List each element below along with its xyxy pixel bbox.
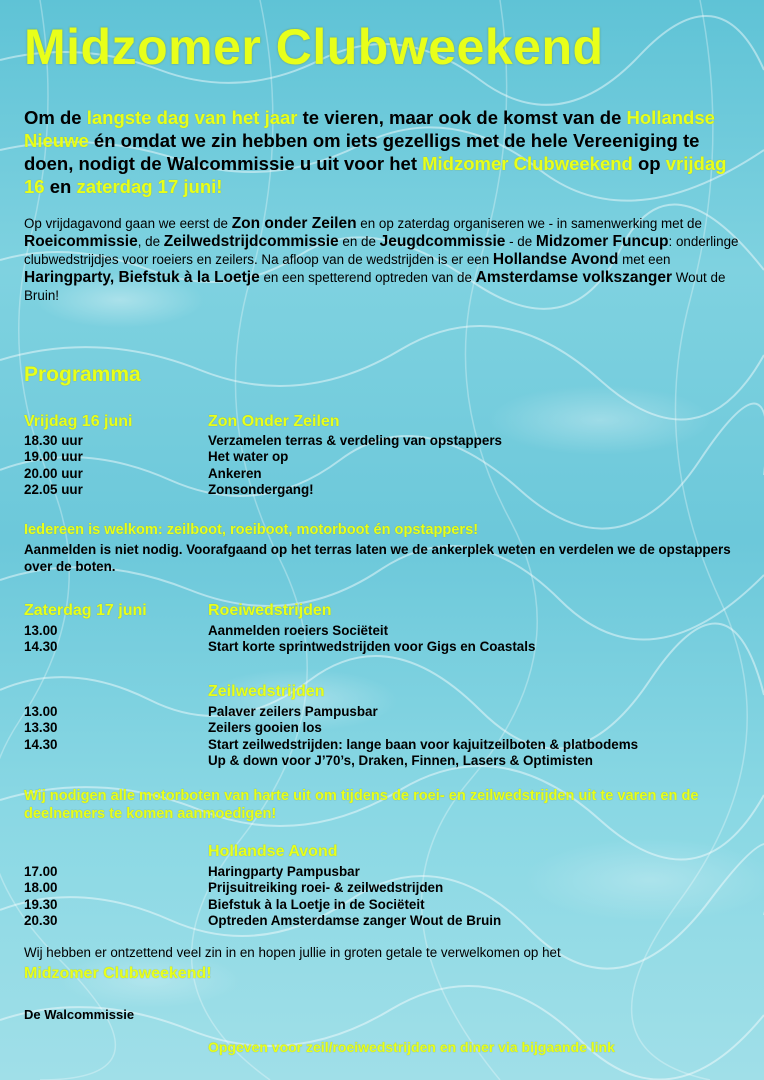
schedule-desc: Zonsondergang! xyxy=(208,481,314,497)
schedule-time: 13.00 xyxy=(24,704,58,719)
schedule-row xyxy=(24,913,744,929)
schedule-time: 20.30 xyxy=(24,912,58,928)
friday-schedule xyxy=(24,433,744,498)
paragraph-emphasis: Midzomer Funcup xyxy=(535,233,669,250)
paragraph-text: , de xyxy=(137,234,164,249)
avond-title: Hollandse Avond xyxy=(208,843,338,860)
schedule-row xyxy=(24,623,744,639)
schedule-time: 14.30 xyxy=(24,736,58,752)
schedule-time: 18.00 xyxy=(24,880,58,896)
paragraph-text: en op zaterdag organiseren we - in samenwerking met de xyxy=(356,216,702,231)
signature: De Walcommissie xyxy=(24,1007,135,1022)
intro-text: te vieren, maar ook de komst van de xyxy=(297,107,627,128)
paragraph-emphasis: Roeicommissie xyxy=(24,233,138,250)
schedule-desc: Verzamelen terras & verdeling van opstappers xyxy=(208,433,502,448)
paragraph-text: en de xyxy=(338,234,380,249)
intro-highlight: langste dag van het jaar xyxy=(86,107,298,128)
schedule-row xyxy=(24,433,744,449)
paragraph-text: Op vrijdagavond gaan we eerst de xyxy=(24,216,232,231)
schedule-row xyxy=(24,864,744,880)
intro-text: én omdat we zin hebben om iets gezelligs met de hele Vereeniging te doen, nodigt de Walcommissie u uit voor het xyxy=(24,130,700,174)
closing-text: Wij hebben er ontzettend veel zin in en hopen jullie in groten getale te verwelkomen op het xyxy=(24,945,561,960)
intro-paragraph xyxy=(24,106,744,198)
intro-highlight: Midzomer Clubweekend xyxy=(422,153,633,174)
intro-text: op xyxy=(632,153,666,174)
paragraph-emphasis: Haringparty, Biefstuk à la Loetje xyxy=(24,269,260,286)
signup-link[interactable]: Opgeven voor zeil/roeiwedstrijden en diner via bijgaande link xyxy=(208,1039,615,1055)
schedule-time: 22.05 uur xyxy=(24,481,83,497)
schedule-row xyxy=(24,897,744,913)
roei-title: Roeiwedstrijden xyxy=(208,602,332,619)
paragraph-text: : onderlinge clubwedstrijdjes voor roeiers en zeilers. Na afloop van de wedstrijden is er een xyxy=(24,234,739,267)
schedule-time: 13.00 xyxy=(24,623,58,638)
aanmelden-note: Aanmelden is niet nodig. Voorafgaand op het terras laten we de ankerplek weten en verdelen we de opstappers over de boten. xyxy=(24,542,731,574)
schedule-row xyxy=(24,704,744,720)
zeil-title: Zeilwedstrijden xyxy=(208,683,325,700)
paragraph-text: Wout de Bruin! xyxy=(24,270,726,303)
intro-highlight: zaterdag 17 juni! xyxy=(76,176,223,197)
schedule-desc: Haringparty Pampusbar xyxy=(208,864,360,879)
paragraph-text: met een xyxy=(618,252,671,267)
intro-highlight: vrijdag 16 xyxy=(24,153,727,197)
roei-schedule xyxy=(24,623,744,656)
welcome-note: Iedereen is welkom: zeilboot, roeiboot, motorboot én opstappers! xyxy=(24,522,479,538)
page-title: Midzomer Clubweekend xyxy=(24,19,604,75)
schedule-row xyxy=(24,466,744,482)
schedule-row xyxy=(24,449,744,465)
schedule-row xyxy=(24,880,744,896)
schedule-time: 19.00 uur xyxy=(24,449,83,465)
paragraph-emphasis: Zon onder Zeilen xyxy=(231,215,357,232)
intro-text: Om de xyxy=(24,107,87,128)
schedule-desc: Palaver zeilers Pampusbar xyxy=(208,704,378,719)
schedule-desc: Aanmelden roeiers Sociëteit xyxy=(208,623,389,638)
schedule-desc: Prijsuitreiking roei- & zeilwedstrijden xyxy=(208,880,444,896)
schedule-desc: Up & down voor J’70’s, Draken, Finnen, Lasers & Optimisten xyxy=(208,752,593,768)
paragraph-emphasis: Zeilwedstrijdcommissie xyxy=(163,233,339,250)
avond-schedule xyxy=(24,864,744,929)
closing-highlight: Midzomer Clubweekend! xyxy=(24,965,212,982)
schedule-desc: Zeilers gooien los xyxy=(208,720,322,736)
intro-text: en xyxy=(44,176,77,197)
schedule-desc: Start zeilwedstrijden: lange baan voor kajuitzeilboten & platbodems xyxy=(208,736,639,752)
schedule-row xyxy=(24,639,744,655)
intro-highlight: Hollandse Nieuwe xyxy=(24,107,715,151)
description-paragraph xyxy=(24,215,744,305)
paragraph-emphasis: Amsterdamse volkszanger xyxy=(475,269,673,286)
schedule-time: 20.00 uur xyxy=(24,465,83,481)
paragraph-text: en een spetterend optreden van de xyxy=(259,270,476,285)
schedule-desc: Het water op xyxy=(208,449,289,465)
schedule-time: 13.30 xyxy=(24,720,58,736)
schedule-row xyxy=(24,737,744,753)
paragraph-emphasis: Jeugdcommissie xyxy=(379,233,506,250)
schedule-row xyxy=(24,720,744,736)
schedule-row xyxy=(24,753,744,769)
schedule-time: 17.00 xyxy=(24,864,58,879)
schedule-row xyxy=(24,482,744,498)
motorboot-note: Wij nodigen alle motorboten van harte uit om tijdens de roei- en zeilwedstrijden uit te varen en de deelnemers te komen aanmoedigen! xyxy=(24,788,699,822)
schedule-desc: Start korte sprintwedstrijden voor Gigs en Coastals xyxy=(208,639,536,655)
zeil-schedule xyxy=(24,704,744,769)
schedule-time: 14.30 xyxy=(24,639,58,655)
friday-label: Vrijdag 16 juni xyxy=(24,413,133,430)
programma-heading: Programma xyxy=(24,363,141,386)
paragraph-emphasis: Hollandse Avond xyxy=(492,251,619,268)
friday-title: Zon Onder Zeilen xyxy=(208,413,340,430)
schedule-desc: Optreden Amsterdamse zanger Wout de Bruin xyxy=(208,912,502,928)
paragraph-text: - de xyxy=(505,234,536,249)
schedule-time: 18.30 uur xyxy=(24,433,83,448)
schedule-desc: Ankeren xyxy=(208,465,262,481)
schedule-desc: Biefstuk à la Loetje in de Sociëteit xyxy=(208,896,425,912)
saturday-label: Zaterdag 17 juni xyxy=(24,602,147,619)
schedule-time: 19.30 xyxy=(24,896,58,912)
